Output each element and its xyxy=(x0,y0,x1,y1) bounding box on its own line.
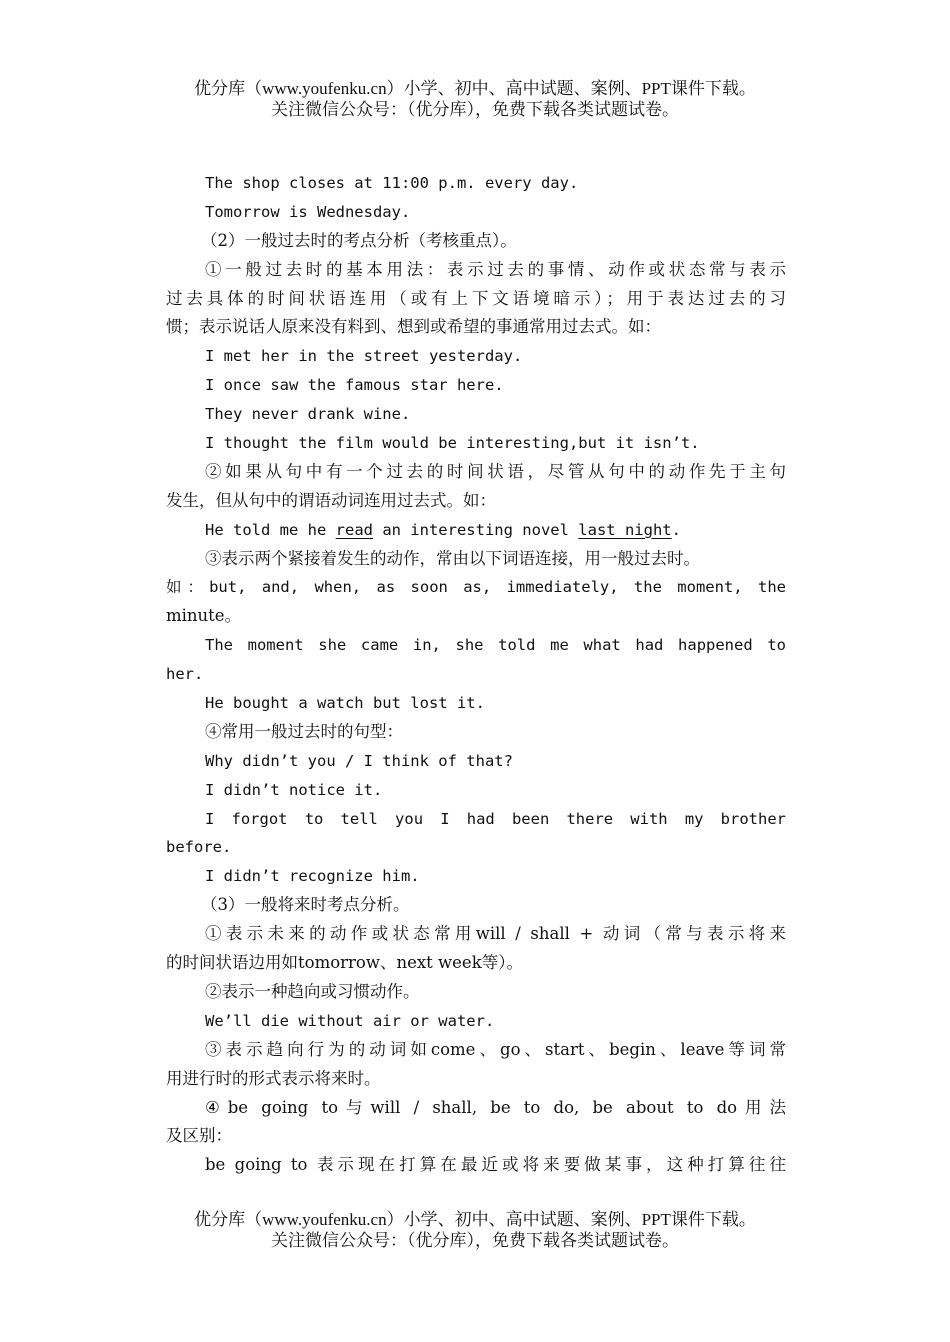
example-sentence: I once saw the famous star here. xyxy=(205,376,504,395)
example-sentence: I didn’t notice it. xyxy=(205,780,383,799)
section-heading-2: （2）一般过去时的考点分析（考核重点）。 xyxy=(201,230,517,250)
text-fragment: . xyxy=(671,520,681,539)
text-line: 如：but, and, when, as soon as, immediately, the moment, the xyxy=(166,578,786,597)
footer-line-1: 优分库（www.youfenku.cn）小学、初中、高中试题、案例、PPT课件下载。 xyxy=(194,1210,756,1229)
document-body xyxy=(166,169,786,1180)
text-line: ①表示未来的动作或状态常用will / shall + 动词（常与表示将来 xyxy=(205,924,786,944)
underlined-word: read xyxy=(335,520,373,539)
text-line: ②如果从句中有一个过去的时间状语，尽管从句中的动作先于主句 xyxy=(205,461,786,481)
text-fragment: an interesting novel xyxy=(372,520,579,539)
text-line: The shop closes at 11:00 p.m. every day. xyxy=(205,174,579,192)
text-line: 及区别： xyxy=(166,1126,232,1146)
example-sentence: They never drank wine. xyxy=(205,405,411,424)
text-line: minute。 xyxy=(166,606,242,626)
page-header xyxy=(0,78,950,120)
text-line: ①一般过去时的基本用法：表示过去的事情、动作或状态常与表示 xyxy=(205,259,786,279)
text-line: be going to 表示现在打算在最近或将来要做某事，这种打算往往 xyxy=(205,1155,786,1175)
example-sentence xyxy=(166,516,786,545)
example-sentence: We’ll die without air or water. xyxy=(205,1011,495,1030)
example-sentence: her. xyxy=(166,665,204,684)
text-line: 惯；表示说话人原来没有料到、想到或希望的事通常用过去式。如： xyxy=(166,317,661,337)
example-sentence: I forgot to tell you I had been there with my brother xyxy=(205,809,786,828)
text-line: 发生，但从句中的谓语动词连用过去式。如： xyxy=(166,490,496,510)
example-sentence: I thought the film would be interesting,but it isn’t. xyxy=(205,434,700,453)
text-line: 过去具体的时间状语连用（或有上下文语境暗示）；用于表达过去的习 xyxy=(166,288,786,308)
text-line: Tomorrow is Wednesday. xyxy=(205,202,411,221)
example-sentence: I met her in the street yesterday. xyxy=(205,347,523,366)
page-footer xyxy=(0,1209,950,1251)
footer-line-2: 关注微信公众号：（优分库），免费下载各类试题试卷。 xyxy=(271,1231,679,1250)
example-sentence: The moment she came in, she told me what had happened to xyxy=(205,636,786,655)
text-line: 用进行时的形式表示将来时。 xyxy=(166,1068,381,1088)
section-heading-3: （3）一般将来时考点分析。 xyxy=(201,895,410,915)
text-line: ②表示一种趋向或习惯动作。 xyxy=(205,981,420,1001)
example-sentence: before. xyxy=(166,838,232,857)
text-line: ④常用一般过去时的句型： xyxy=(205,721,403,741)
text-line: 的时间状语边用如tomorrow、next week等）。 xyxy=(166,953,523,973)
header-line-2: 关注微信公众号：（优分库），免费下载各类试题试卷。 xyxy=(271,100,679,119)
text-line: ③表示两个紧接着发生的动作，常由以下词语连接，用一般过去时。 xyxy=(205,548,700,568)
example-sentence: He bought a watch but lost it. xyxy=(205,694,485,713)
header-line-1: 优分库（www.youfenku.cn）小学、初中、高中试题、案例、PPT课件下载。 xyxy=(194,79,756,98)
text-line: ④be going to与will / shall, be to do, be about to do用法 xyxy=(205,1097,786,1117)
example-sentence: I didn’t recognize him. xyxy=(205,867,420,886)
underlined-phrase: last night xyxy=(578,520,672,539)
text-line: ③表示趋向行为的动词如come、go、start、begin、leave等词常 xyxy=(205,1039,786,1059)
example-sentence: Why didn’t you / I think of that? xyxy=(205,751,513,770)
text-fragment: He told me he xyxy=(205,520,336,539)
